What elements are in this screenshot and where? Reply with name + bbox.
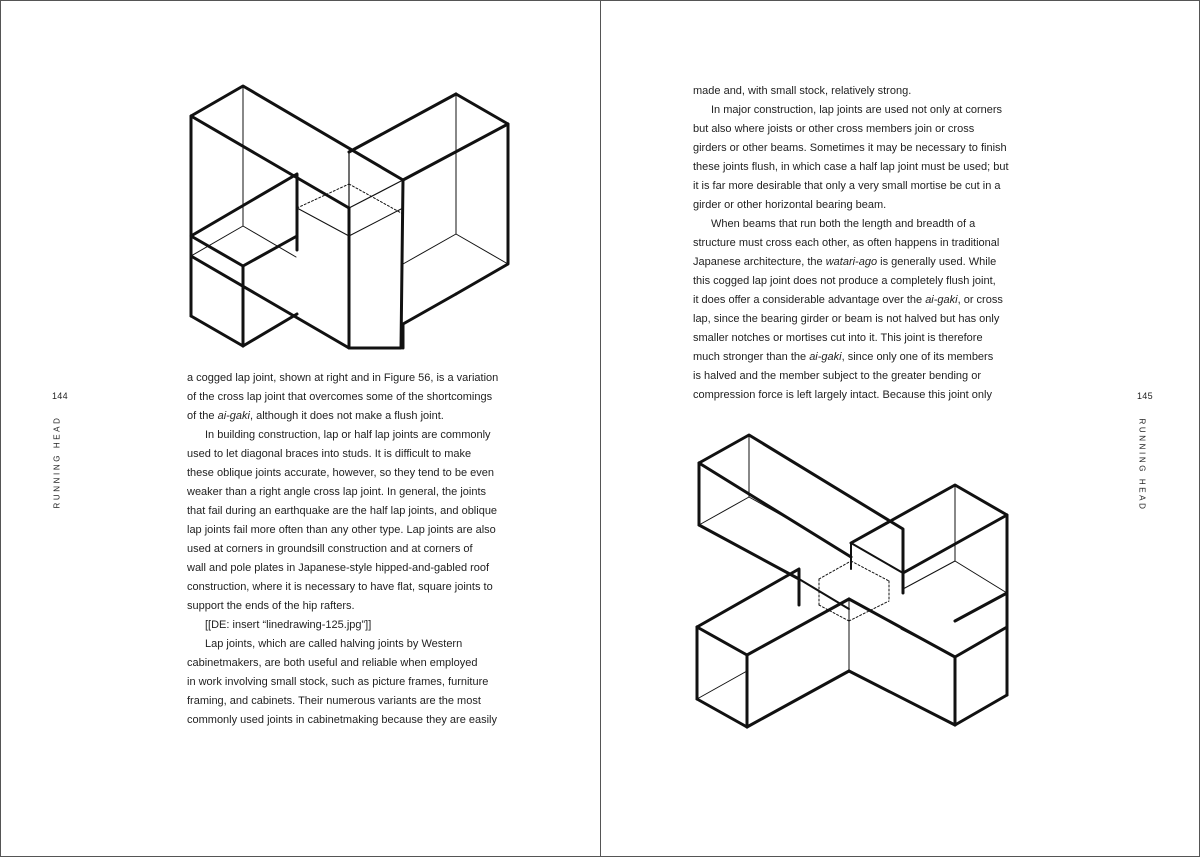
text-line	[187, 502, 507, 521]
right-page-body-text	[693, 82, 1015, 405]
left-page-body-text	[187, 369, 507, 730]
text-segment: , although it does not make a flush joint.	[249, 410, 444, 422]
text-segment: a cogged lap joint, shown at right and in Figure 56, is a variation	[187, 372, 499, 384]
text-segment: support the ends of the hip rafters.	[187, 600, 355, 612]
page-gutter	[600, 1, 601, 856]
text-segment: Lap joints, which are called halving joints by Western	[205, 638, 463, 650]
text-line	[693, 348, 1015, 367]
text-line	[187, 616, 507, 635]
text-segment: it does offer a considerable advantage over the	[693, 294, 926, 306]
right-running-head: RUNNING HEAD	[1137, 418, 1147, 512]
text-line	[693, 272, 1015, 291]
text-line	[187, 597, 507, 616]
text-line	[187, 711, 507, 730]
text-line	[693, 120, 1015, 139]
text-line	[693, 139, 1015, 158]
text-segment: Japanese architecture, the	[693, 256, 826, 268]
text-segment: compression force is left largely intact. Because this joint only	[693, 389, 992, 401]
text-segment: In building construction, lap or half lap joints are commonly	[205, 429, 491, 441]
text-line	[187, 654, 507, 673]
text-line	[693, 158, 1015, 177]
text-segment: of the cross lap joint that overcomes some of the shortcomings	[187, 391, 493, 403]
text-segment: , since only one of its members	[841, 351, 994, 363]
text-segment: that fail during an earthquake are the half lap joints, and oblique	[187, 505, 498, 517]
text-line	[187, 483, 507, 502]
text-segment: made and, with small stock, relatively strong.	[693, 85, 912, 97]
text-segment: it is far more desirable that only a very small mortise be cut in a	[693, 180, 1001, 192]
text-segment: framing, and cabinets. Their numerous variants are the most	[187, 695, 481, 707]
text-segment: cabinetmakers, are both useful and reliable when employed	[187, 657, 478, 669]
left-page-folio: 144	[52, 391, 68, 401]
italic-term: ai-gaki	[925, 294, 958, 306]
text-segment: is halved and the member subject to the greater bending or	[693, 370, 982, 382]
text-line	[693, 215, 1015, 234]
text-segment: girders or other beams. Sometimes it may be necessary to finish	[693, 142, 1007, 154]
text-line	[693, 329, 1015, 348]
text-segment: but also where joists or other cross members join or cross	[693, 123, 975, 135]
text-segment: much stronger than the	[693, 351, 810, 363]
italic-term: ai-gaki	[809, 351, 842, 363]
italic-term: ai-gaki	[217, 410, 250, 422]
text-line	[187, 578, 507, 597]
cross-lap-joint-drawing	[181, 76, 521, 351]
text-line	[693, 310, 1015, 329]
text-segment: , or cross	[957, 294, 1003, 306]
text-segment: commonly used joints in cabinetmaking because they are easily	[187, 714, 497, 726]
text-segment: wall and pole plates in Japanese-style hipped-and-gabled roof	[187, 562, 490, 574]
text-segment: in work involving small stock, such as picture frames, furniture	[187, 676, 489, 688]
text-line	[693, 101, 1015, 120]
text-segment: structure must cross each other, as often happens in traditional	[693, 237, 1000, 249]
text-line	[187, 673, 507, 692]
text-line	[693, 386, 1015, 405]
text-line	[187, 635, 507, 654]
right-page-folio: 145	[1137, 391, 1153, 401]
text-line	[187, 464, 507, 483]
cogged-lap-joint-drawing	[689, 429, 1015, 734]
text-line	[187, 369, 507, 388]
italic-term: watari-ago	[825, 256, 878, 268]
text-line	[693, 253, 1015, 272]
left-running-head: RUNNING HEAD	[52, 415, 62, 509]
text-line	[693, 234, 1015, 253]
text-segment: used at corners in groundsill construction and at corners of	[187, 543, 473, 555]
text-segment: When beams that run both the length and breadth of a	[711, 218, 976, 230]
text-segment: weaker than a right angle cross lap joint. In general, the joints	[187, 486, 487, 498]
text-line	[187, 388, 507, 407]
text-segment: this cogged lap joint does not produce a completely flush joint,	[693, 275, 996, 287]
text-line	[187, 521, 507, 540]
text-segment: these oblique joints accurate, however, so they tend to be even	[187, 467, 494, 479]
text-segment: lap, since the bearing girder or beam is not halved but has only	[693, 313, 1000, 325]
text-line	[693, 291, 1015, 310]
text-line	[693, 367, 1015, 386]
text-segment: construction, where it is necessary to have flat, square joints to	[187, 581, 493, 593]
text-segment: lap joints fail more often than any other type. Lap joints are also	[187, 524, 496, 536]
text-line	[187, 559, 507, 578]
text-segment: [[DE: insert “linedrawing-125.jpg”]]	[205, 619, 372, 631]
text-segment: these joints flush, in which case a half lap joint must be used; but	[693, 161, 1009, 173]
text-line	[693, 177, 1015, 196]
text-line	[187, 540, 507, 559]
text-line	[693, 82, 1015, 101]
text-segment: In major construction, lap joints are used not only at corners	[711, 104, 1003, 116]
text-segment: smaller notches or mortises cut into it. This joint is therefore	[693, 332, 983, 344]
text-segment: is generally used. While	[877, 256, 997, 268]
text-line	[693, 196, 1015, 215]
text-line	[187, 445, 507, 464]
text-segment: of the	[187, 410, 218, 422]
text-segment: used to let diagonal braces into studs. It is difficult to make	[187, 448, 472, 460]
text-line	[187, 407, 507, 426]
text-line	[187, 692, 507, 711]
text-line	[187, 426, 507, 445]
text-segment: girder or other horizontal bearing beam.	[693, 199, 887, 211]
